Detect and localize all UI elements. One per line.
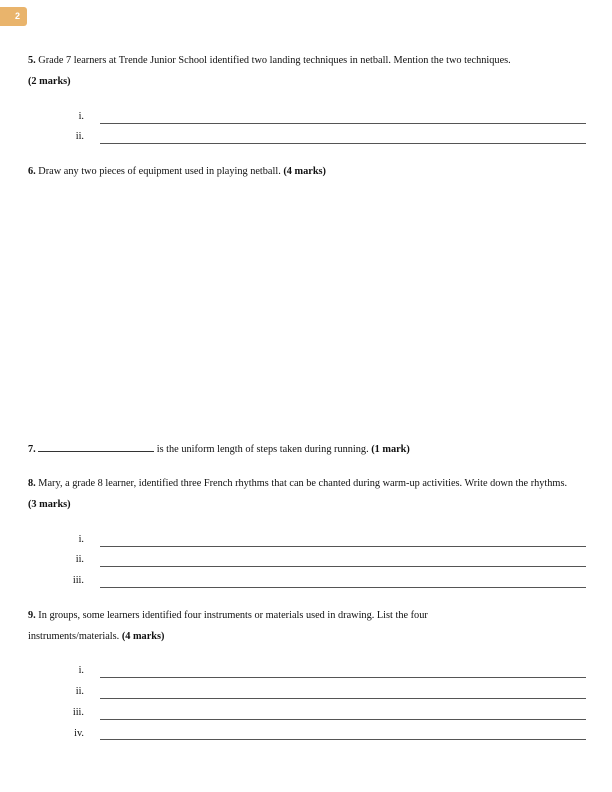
question-text: Draw any two pieces of equipment used in playing netball. bbox=[35, 166, 284, 177]
answer-line[interactable] bbox=[100, 566, 586, 567]
question-9 bbox=[28, 606, 508, 647]
question-number: 8. bbox=[28, 478, 36, 489]
question-7 bbox=[28, 440, 598, 461]
question-5 bbox=[28, 51, 598, 92]
answer-line[interactable] bbox=[100, 546, 586, 547]
question-number: 7. bbox=[28, 444, 36, 455]
answer-line[interactable] bbox=[100, 123, 586, 124]
answer-line[interactable] bbox=[100, 677, 586, 678]
answer-line[interactable] bbox=[100, 587, 586, 588]
question-text: In groups, some learners identified four instruments or materials used in drawing. List the four instruments/materials. bbox=[28, 610, 428, 642]
question-number: 9. bbox=[28, 610, 36, 621]
question-marks: (3 marks) bbox=[28, 498, 71, 510]
question-marks: (1 mark) bbox=[371, 444, 410, 455]
question-number: 5. bbox=[28, 55, 36, 66]
answer-label: i. bbox=[78, 111, 84, 122]
answer-line[interactable] bbox=[100, 698, 586, 699]
question-text: Grade 7 learners at Trende Junior School identified two landing techniques in netball. Mention the two techniques. bbox=[35, 55, 511, 66]
answer-label: ii. bbox=[75, 554, 84, 565]
question-text: is the uniform length of steps taken during running. bbox=[156, 444, 372, 455]
fill-in-blank[interactable] bbox=[38, 442, 154, 452]
question-text: Mary, a grade 8 learner, identified three French rhythms that can be chanted during warm-up activities. Write down the rhythms. bbox=[35, 478, 568, 489]
question-marks: (4 marks) bbox=[121, 630, 165, 642]
question-marks: (4 marks) bbox=[283, 166, 326, 177]
answer-label: i. bbox=[78, 534, 84, 545]
question-8 bbox=[28, 474, 573, 515]
answer-line[interactable] bbox=[100, 739, 586, 740]
answer-label: iv. bbox=[74, 728, 84, 739]
answer-label: ii. bbox=[75, 131, 84, 142]
question-marks: (2 marks) bbox=[28, 75, 71, 87]
answer-line[interactable] bbox=[100, 143, 586, 144]
answer-line[interactable] bbox=[100, 719, 586, 720]
answer-label: i. bbox=[78, 665, 84, 676]
answer-label: iii. bbox=[72, 575, 84, 586]
page-number-badge: 2 bbox=[0, 7, 27, 26]
question-6 bbox=[28, 162, 598, 183]
answer-label: iii. bbox=[72, 707, 84, 718]
answer-label: ii. bbox=[75, 686, 84, 697]
question-number: 6. bbox=[28, 166, 36, 177]
